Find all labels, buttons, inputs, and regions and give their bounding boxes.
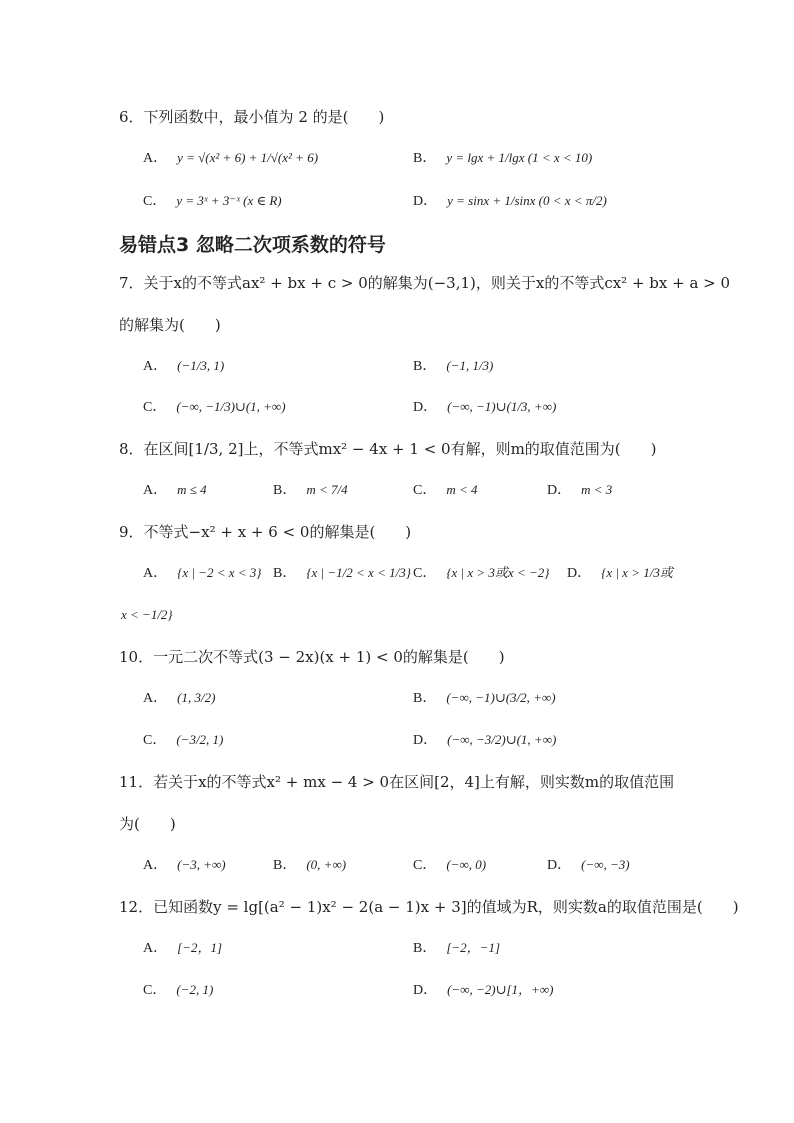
q10-option-c xyxy=(143,729,223,752)
q11-option-b xyxy=(273,854,346,877)
q9-option-d xyxy=(567,562,673,585)
option-label: D． xyxy=(413,400,438,415)
q9-option-d-continued xyxy=(121,604,173,626)
q11-option-d xyxy=(547,854,630,877)
option-label: C． xyxy=(143,400,167,415)
option-label: B． xyxy=(273,858,297,873)
q10-option-d xyxy=(413,729,556,752)
option-expression: {x | −1/2 < x < 1/3} xyxy=(306,565,411,580)
option-expression: m < 7/4 xyxy=(306,482,348,497)
q9-stem: 9．不等式−x² + x + 6 < 0的解集是( ) xyxy=(119,523,412,541)
option-label: C． xyxy=(413,858,437,873)
option-label: A． xyxy=(143,483,168,498)
q8-option-b xyxy=(273,479,348,502)
q8-option-a xyxy=(143,479,207,502)
option-expression: (−∞, −3) xyxy=(581,857,630,872)
option-label: C． xyxy=(413,483,437,498)
q7-option-b xyxy=(413,355,493,378)
option-expression: (−∞, −3/2)∪(1, +∞) xyxy=(447,732,557,747)
option-label: C． xyxy=(143,983,167,998)
q11-option-a xyxy=(143,854,226,877)
option-expression: x < −1/2} xyxy=(121,607,173,622)
option-label: B． xyxy=(413,691,437,706)
option-expression: y = 3ˣ + 3⁻ˣ (x ∈ R) xyxy=(176,193,282,208)
option-label: A． xyxy=(143,151,168,166)
option-expression: [−2，−1] xyxy=(446,940,501,955)
option-expression: (−1, 1/3) xyxy=(446,358,494,373)
q12-option-b xyxy=(413,937,500,960)
q10-option-a xyxy=(143,687,215,710)
q12-option-a xyxy=(143,937,222,960)
q9-option-c xyxy=(413,562,549,585)
q12-stem: 12．已知函数y = lg[(a² − 1)x² − 2(a − 1)x + 3]的值域为R，则实数a的取值范围是( ) xyxy=(119,898,739,916)
option-expression: {x | x > 1/3或 xyxy=(601,565,673,580)
option-expression: (−2, 1) xyxy=(176,982,214,997)
q9-option-a xyxy=(143,562,261,585)
q11-stem-continued: 为( ) xyxy=(119,815,176,833)
option-label: D． xyxy=(547,858,572,873)
option-expression: (−∞, −2)∪[1，+∞) xyxy=(447,982,554,997)
q9-option-b xyxy=(273,562,411,585)
q6-option-c xyxy=(143,190,282,213)
option-expression: y = sinx + 1/sinx (0 < x < π/2) xyxy=(447,193,607,208)
option-expression: m < 4 xyxy=(446,482,478,497)
option-expression: (−3, +∞) xyxy=(177,857,226,872)
option-label: B． xyxy=(413,941,437,956)
option-label: C． xyxy=(143,194,167,209)
q12-option-d xyxy=(413,979,553,1002)
option-expression: (−∞, −1)∪(1/3, +∞) xyxy=(447,399,557,414)
option-label: A． xyxy=(143,941,168,956)
option-expression: y = lgx + 1/lgx (1 < x < 10) xyxy=(446,150,593,165)
q7-option-d xyxy=(413,396,556,419)
option-expression: y = √(x² + 6) + 1/√(x² + 6) xyxy=(177,150,319,165)
q8-option-c xyxy=(413,479,478,502)
option-label: A． xyxy=(143,566,168,581)
q11-stem: 11．若关于x的不等式x² + mx − 4 > 0在区间[2，4]上有解，则实数m的取值范围 xyxy=(119,773,675,791)
q6-option-a xyxy=(143,147,318,170)
q7-option-c xyxy=(143,396,286,419)
q6-option-d xyxy=(413,190,607,213)
option-label: A． xyxy=(143,858,168,873)
option-expression: (−3/2, 1) xyxy=(176,732,224,747)
q8-option-d xyxy=(547,479,612,502)
q11-option-c xyxy=(413,854,486,877)
q12-option-c xyxy=(143,979,213,1002)
option-expression: (0, +∞) xyxy=(306,857,347,872)
option-label: C． xyxy=(413,566,437,581)
option-expression: m < 3 xyxy=(581,482,613,497)
option-label: B． xyxy=(413,151,437,166)
option-label: C． xyxy=(143,733,167,748)
option-label: B． xyxy=(273,566,297,581)
q8-stem: 8．在区间[1/3, 2]上，不等式mx² − 4x + 1 < 0有解，则m的取值范围为( ) xyxy=(119,440,657,458)
q6-option-b xyxy=(413,147,592,170)
option-label: B． xyxy=(273,483,297,498)
option-expression: {x | −2 < x < 3} xyxy=(177,565,262,580)
q10-option-b xyxy=(413,687,556,710)
option-expression: {x | x > 3或x < −2} xyxy=(446,565,550,580)
q7-stem: 7．关于x的不等式ax² + bx + c > 0的解集为(−3,1)，则关于x的不等式cx² + bx + a > 0 xyxy=(119,274,731,292)
option-expression: [−2，1] xyxy=(177,940,223,955)
option-expression: (−∞, 0) xyxy=(446,857,487,872)
q7-option-a xyxy=(143,355,224,378)
option-label: D． xyxy=(567,566,592,581)
q7-stem-continued: 的解集为( ) xyxy=(119,316,221,334)
option-label: A． xyxy=(143,691,168,706)
option-expression: (−∞, −1)∪(3/2, +∞) xyxy=(446,690,556,705)
option-label: B． xyxy=(413,359,437,374)
q10-stem: 10．一元二次不等式(3 − 2x)(x + 1) < 0的解集是( ) xyxy=(119,648,505,666)
option-expression: m ≤ 4 xyxy=(177,482,207,497)
option-expression: (−1/3, 1) xyxy=(177,358,225,373)
option-label: D． xyxy=(547,483,572,498)
option-expression: (−∞, −1/3)∪(1, +∞) xyxy=(176,399,286,414)
q6-stem: 6．下列函数中，最小值为 2 的是( ) xyxy=(119,108,385,126)
option-label: A． xyxy=(143,359,168,374)
option-expression: (1, 3/2) xyxy=(177,690,216,705)
option-label: D． xyxy=(413,194,438,209)
section-heading: 易错点3 忽略二次项系数的符号 xyxy=(119,234,386,256)
option-label: D． xyxy=(413,733,438,748)
option-label: D． xyxy=(413,983,438,998)
